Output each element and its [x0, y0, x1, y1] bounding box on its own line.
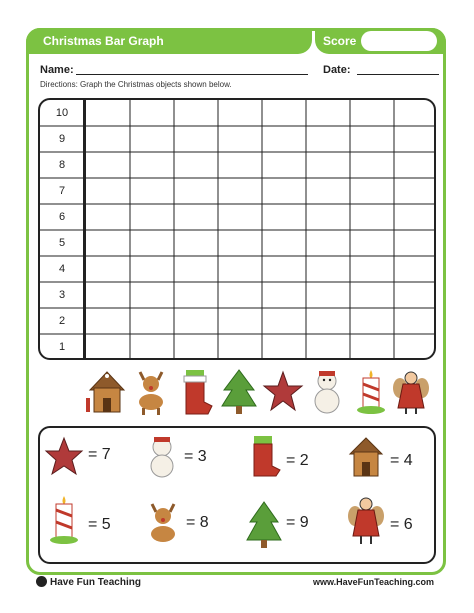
key-value-star: = 7	[88, 446, 111, 463]
grid-lines	[40, 100, 436, 360]
key-value-candle: = 5	[88, 516, 111, 533]
key-snowman-icon	[142, 434, 182, 478]
star-icon	[262, 368, 304, 416]
score-input[interactable]	[361, 31, 437, 51]
key-candle-icon	[46, 494, 82, 546]
footer-logo-text: Have Fun Teaching	[50, 577, 141, 588]
key-value-reindeer: = 8	[186, 514, 209, 531]
key-stocking-icon	[246, 434, 282, 478]
y-label-6: 6	[58, 211, 66, 223]
score-label: Score	[323, 34, 357, 48]
worksheet-title: Christmas Bar Graph	[43, 34, 164, 48]
key-value-snowman: = 3	[184, 448, 207, 465]
key-reindeer-icon	[142, 500, 184, 548]
name-field[interactable]	[76, 74, 308, 75]
y-label-1: 1	[58, 341, 66, 353]
gingerbread-house-icon	[86, 368, 128, 416]
y-label-8: 8	[58, 159, 66, 171]
y-label-2: 2	[58, 315, 66, 327]
key-star-icon	[44, 436, 84, 476]
smile-icon	[36, 576, 47, 587]
date-field[interactable]	[357, 74, 439, 75]
key-value-stocking: = 2	[286, 452, 309, 469]
y-label-4: 4	[58, 263, 66, 275]
key-value-gingerbread-house: = 4	[390, 452, 413, 469]
y-axis-column	[40, 100, 86, 358]
footer-url[interactable]: www.HaveFunTeaching.com	[312, 577, 434, 587]
y-label-9: 9	[58, 133, 66, 145]
candle-icon	[350, 368, 392, 416]
directions-text: Directions: Graph the Christmas objects shown below.	[40, 80, 232, 89]
tree-icon	[218, 368, 260, 416]
footer-logo	[36, 576, 141, 588]
key-tree-icon	[244, 500, 284, 552]
date-label: Date:	[323, 64, 351, 76]
bar-graph-grid	[38, 98, 436, 360]
key-angel-icon	[346, 494, 386, 550]
name-label: Name:	[40, 64, 74, 76]
stocking-icon	[174, 368, 216, 416]
angel-icon	[390, 368, 432, 416]
y-label-5: 5	[58, 237, 66, 249]
key-value-tree: = 9	[286, 514, 309, 531]
key-gingerbread-house-icon	[346, 434, 386, 478]
key-value-angel: = 6	[390, 516, 413, 533]
y-label-7: 7	[58, 185, 66, 197]
y-label-3: 3	[58, 289, 66, 301]
reindeer-icon	[130, 368, 172, 416]
snowman-icon	[306, 368, 348, 416]
y-label-10: 10	[55, 107, 69, 119]
